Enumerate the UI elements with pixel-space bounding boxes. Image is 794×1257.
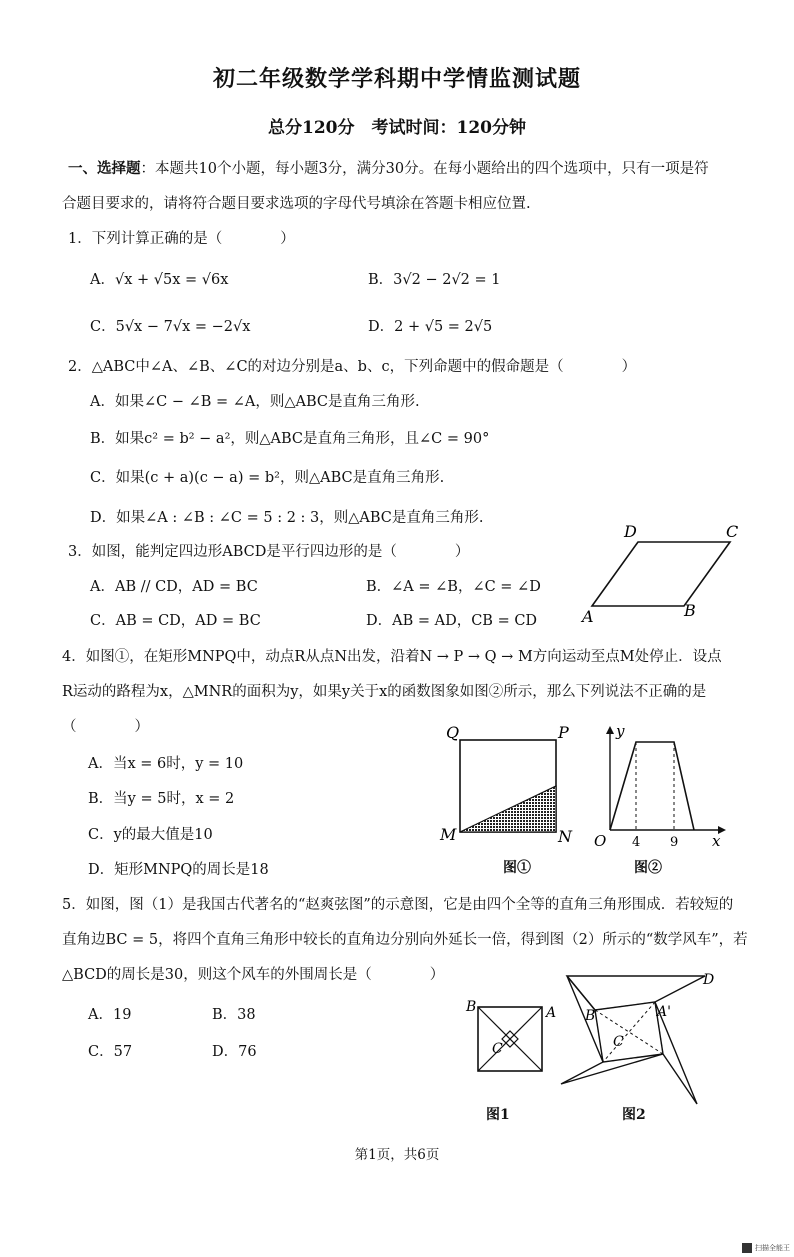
- section-heading: 一、选择题: [68, 160, 141, 177]
- q2-stem: 2．△ABC中∠A、∠B、∠C的对边分别是a、b、c，下列命题中的假命题是（ ）: [68, 359, 637, 375]
- q2-option-c: C．如果(c + a)(c − a) = b²，则△ABC是直角三角形.: [90, 470, 445, 486]
- q4-label-q: Q: [446, 724, 460, 742]
- q1-option-a: A．√x + √5x = √6x: [90, 272, 229, 288]
- q5-fig1-caption: 图1: [486, 1107, 510, 1123]
- q2-option-b: B．如果c² = b² − a²，则△ABC是直角三角形，且∠C = 90°: [90, 431, 490, 447]
- q5-stem-line1: 5．如图，图（1）是我国古代著名的“赵爽弦图”的示意图，它是由四个全等的直角三角形围成．若较短的: [62, 897, 734, 913]
- q5-fig1-label-a: A: [546, 1005, 557, 1021]
- windmill-diagonal-1: [595, 1010, 663, 1054]
- q5-fig2-caption: 图2: [622, 1107, 646, 1123]
- q5-stem-line2: 直角边BC = 5，将四个直角三角形中较长的直角边分别向外延长一倍，得到图（2）所示的“数学风车”，若: [62, 932, 748, 948]
- q5-stem-line3: △BCD的周长是30，则这个风车的外围周长是（ ）: [62, 967, 445, 983]
- q3-label-a: A: [582, 607, 594, 626]
- qr-code-icon: [742, 1243, 752, 1253]
- q5-fig2-label-c: C: [613, 1034, 624, 1050]
- page-footer: 第1页，共6页: [354, 1147, 440, 1163]
- q5-fig1-label-b: B: [466, 999, 477, 1015]
- q3-label-b: B: [684, 601, 696, 620]
- q4-stem-line1: 4．如图①，在矩形MNPQ中，动点R从点N出发，沿着N → P → Q → M方向运动至点M处停止．设点: [62, 649, 722, 665]
- q5-option-a: A．19: [88, 1007, 132, 1023]
- q2-option-a: A．如果∠C − ∠B = ∠A，则△ABC是直角三角形.: [90, 394, 420, 410]
- y-axis-arrow: [606, 726, 614, 734]
- q5-fig2-label-d: D: [703, 972, 715, 988]
- q5-option-c: C．57: [88, 1044, 133, 1060]
- q1-option-c: C．5√x − 7√x = −2√x: [90, 319, 251, 335]
- q4-rectangle-figure: [436, 724, 586, 849]
- q3-label-c: C: [726, 522, 739, 541]
- q1-stem: 1．下列计算正确的是（ ）: [68, 231, 295, 247]
- q5-fig1-label-c: C: [492, 1041, 503, 1057]
- q3-option-c: C．AB = CD，AD = BC: [90, 613, 261, 629]
- windmill-blade-top: [567, 976, 705, 1010]
- graph-label-x: x: [712, 832, 721, 850]
- q4-graph-figure: [590, 722, 730, 852]
- windmill-blade-bottom: [561, 1054, 663, 1084]
- q4-option-c: C．y的最大值是10: [88, 827, 213, 843]
- q4-stem-line3: （ ）: [62, 719, 149, 735]
- q3-option-d: D．AB = AD，CB = CD: [366, 613, 538, 629]
- windmill-diagonal-2: [603, 1002, 655, 1062]
- q3-parallelogram-figure: [578, 518, 748, 628]
- parallelogram-shape: [592, 542, 730, 606]
- function-graph: [610, 742, 694, 830]
- q1-option-b: B．3√2 − 2√2 = 1: [368, 272, 501, 288]
- graph-tick-4: 4: [632, 835, 641, 850]
- q5-fig2-label-b: B: [585, 1008, 596, 1024]
- q5-zhao-shuang-figure: [462, 995, 562, 1080]
- q5-fig2-label-a: A': [657, 1004, 671, 1020]
- graph-tick-9: 9: [670, 835, 679, 850]
- q3-option-a: A．AB // CD，AD = BC: [90, 579, 258, 595]
- q4-option-b: B．当y = 5时，x = 2: [88, 791, 235, 807]
- q3-label-d: D: [624, 522, 637, 541]
- q1-option-d: D．2 + √5 = 2√5: [368, 319, 493, 335]
- q4-stem-line2: R运动的路程为x，△MNR的面积为y，如果y关于x的函数图象如图②所示，那么下列说法不正确的是: [62, 684, 707, 700]
- section-intro-line1: 一、选择题：本题共10个小题，每小题3分，满分30分。在每小题给出的四个选项中，只有一项是符: [68, 160, 709, 177]
- page-title: 初二年级数学学科期中学情监测试题: [212, 66, 581, 92]
- q4-fig2-caption: 图②: [634, 860, 662, 876]
- q3-option-b: B．∠A = ∠B，∠C = ∠D: [366, 579, 541, 595]
- q5-windmill-figure: [555, 962, 730, 1112]
- page-subtitle: 总分120分 考试时间：120分钟: [268, 118, 526, 138]
- windmill-center-square: [595, 1002, 663, 1062]
- section-intro-line2: 合题目要求的，请将符合题目要求选项的字母代号填涂在答题卡相应位置.: [62, 196, 531, 212]
- graph-label-origin: O: [594, 832, 607, 850]
- q5-option-b: B．38: [212, 1007, 256, 1023]
- q4-label-p: P: [558, 724, 569, 742]
- q4-option-d: D．矩形MNPQ的周长是18: [88, 862, 269, 878]
- q4-label-n: N: [558, 827, 572, 846]
- q2-option-d: D．如果∠A : ∠B : ∠C = 5 : 2 : 3，则△ABC是直角三角形.: [90, 510, 484, 526]
- q4-label-m: M: [440, 825, 457, 844]
- graph-label-y: y: [616, 722, 625, 740]
- q3-stem: 3．如图，能判定四边形ABCD是平行四边形的是（ ）: [68, 544, 470, 560]
- q4-fig1-caption: 图①: [503, 860, 531, 876]
- scanner-watermark: 扫描全能王: [755, 1244, 790, 1252]
- triangle-mnr-shaded: [460, 786, 556, 832]
- q5-option-d: D．76: [212, 1044, 257, 1060]
- q4-option-a: A．当x = 6时，y = 10: [88, 756, 244, 772]
